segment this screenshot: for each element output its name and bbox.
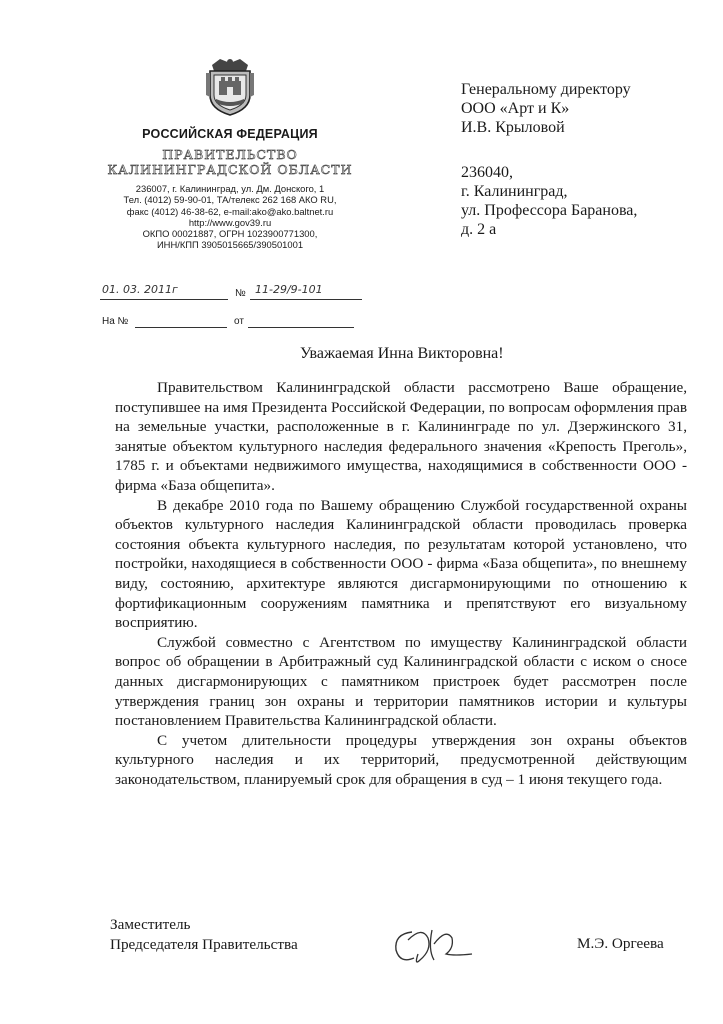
letterhead-fax: факс (4012) 46-38-62, e-mail:ako@ako.baltnet.ru: [126, 205, 334, 217]
recipient-block: [461, 80, 637, 239]
letterhead-address: 236007, г. Калининград, ул. Дм. Донского, 1: [135, 183, 325, 194]
recipient-city: г. Калининград,: [461, 183, 568, 200]
reference-from-label: от: [234, 316, 244, 327]
signatory-title: [110, 915, 298, 955]
recipient-position: Генеральному директору: [461, 81, 631, 98]
reference-number-line: [135, 327, 227, 328]
letterhead-phone: Тел. (4012) 59-90-01, ТА/телекс 262 168 АКО RU,: [123, 194, 337, 206]
paragraph: Правительством Калининградской области рассмотрено Ваше обращение, поступившее на имя Президента Российской Федерации, по вопросам оформления прав на земельные участки, расположенные в г. Калининграде по ул. Дзержинского 31, занятые объектом культурного наследия федерального значения «Крепость Преголь», 1785 г. и объектами недвижимого имущества, находящимися в собственности ООО - фирма «База общепита».: [115, 379, 687, 494]
reference-date-line: [248, 327, 354, 328]
recipient-street: ул. Профессора Баранова,: [461, 202, 638, 219]
registration-number: 11-29/9-101: [255, 283, 323, 296]
letterhead-region: КАЛИНИНГРАДСКОЙ ОБЛАСТИ: [107, 162, 353, 177]
letterhead: [95, 55, 365, 251]
reference-label: На №: [102, 316, 129, 327]
signatory-title-line1: Заместитель: [110, 916, 191, 933]
recipient-name: И.В. Крыловой: [461, 119, 565, 136]
paragraph: С учетом длительности процедуры утверждения зон охраны объектов культурного наследия и их территорий, предусмотренной действующим законодательством, планируемый срок для обращения в суд – 1 июня текущего года.: [115, 731, 687, 788]
letterhead-inn: ИНН/КПП 3905015665/390501001: [156, 239, 304, 251]
letter-body: [115, 378, 687, 789]
letterhead-government: ПРАВИТЕЛЬСТВО: [162, 147, 298, 162]
date-underline: [100, 299, 228, 300]
letterhead-country: РОССИЙСКАЯ ФЕДЕРАЦИЯ: [142, 127, 318, 141]
registration-date: 01. 03. 2011г: [102, 283, 178, 296]
coat-of-arms-icon: [202, 55, 258, 119]
recipient-company: ООО «Арт и К»: [461, 100, 570, 117]
registration-number-sign: №: [235, 288, 246, 299]
paragraph: Службой совместно с Агентством по имуществу Калининградской области вопрос об обращении в Арбитражный суд Калининградской области с иском о сносе данных дисгармонирующих с памятником пристроек будет рассмотрен после утверждения границ зон охраны и территории памятников истории и культуры постановлением Правительства Калининградской области.: [115, 633, 687, 730]
recipient-house: д. 2 а: [461, 221, 497, 238]
handwritten-signature-icon: [388, 920, 478, 970]
letterhead-okpo: ОКПО 00021887, ОГРН 1023900771300,: [142, 228, 318, 240]
paragraph: В декабре 2010 года по Вашему обращению Службой государственной охраны объектов культурного наследия Калининградской области проводилась проверка состояния объекта культурного наследия, по результатам которой установлено, что постройки, находящиеся в собственности ООО - фирма «База общепита», по внешнему виду, состоянию, архитектуре являются дисгармонирующими по отношению к фортификационным сооружениям памятника и препятствуют его визуальному восприятию.: [115, 496, 687, 632]
signatory-title-line2: Председателя Правительства: [110, 936, 298, 953]
recipient-zip: 236040,: [461, 164, 513, 181]
letterhead-website: http://www.gov39.ru: [188, 216, 272, 228]
number-underline: [250, 299, 362, 300]
salutation: Уважаемая Инна Викторовна!: [300, 345, 504, 362]
signatory-name: М.Э. Оргеева: [577, 935, 664, 952]
